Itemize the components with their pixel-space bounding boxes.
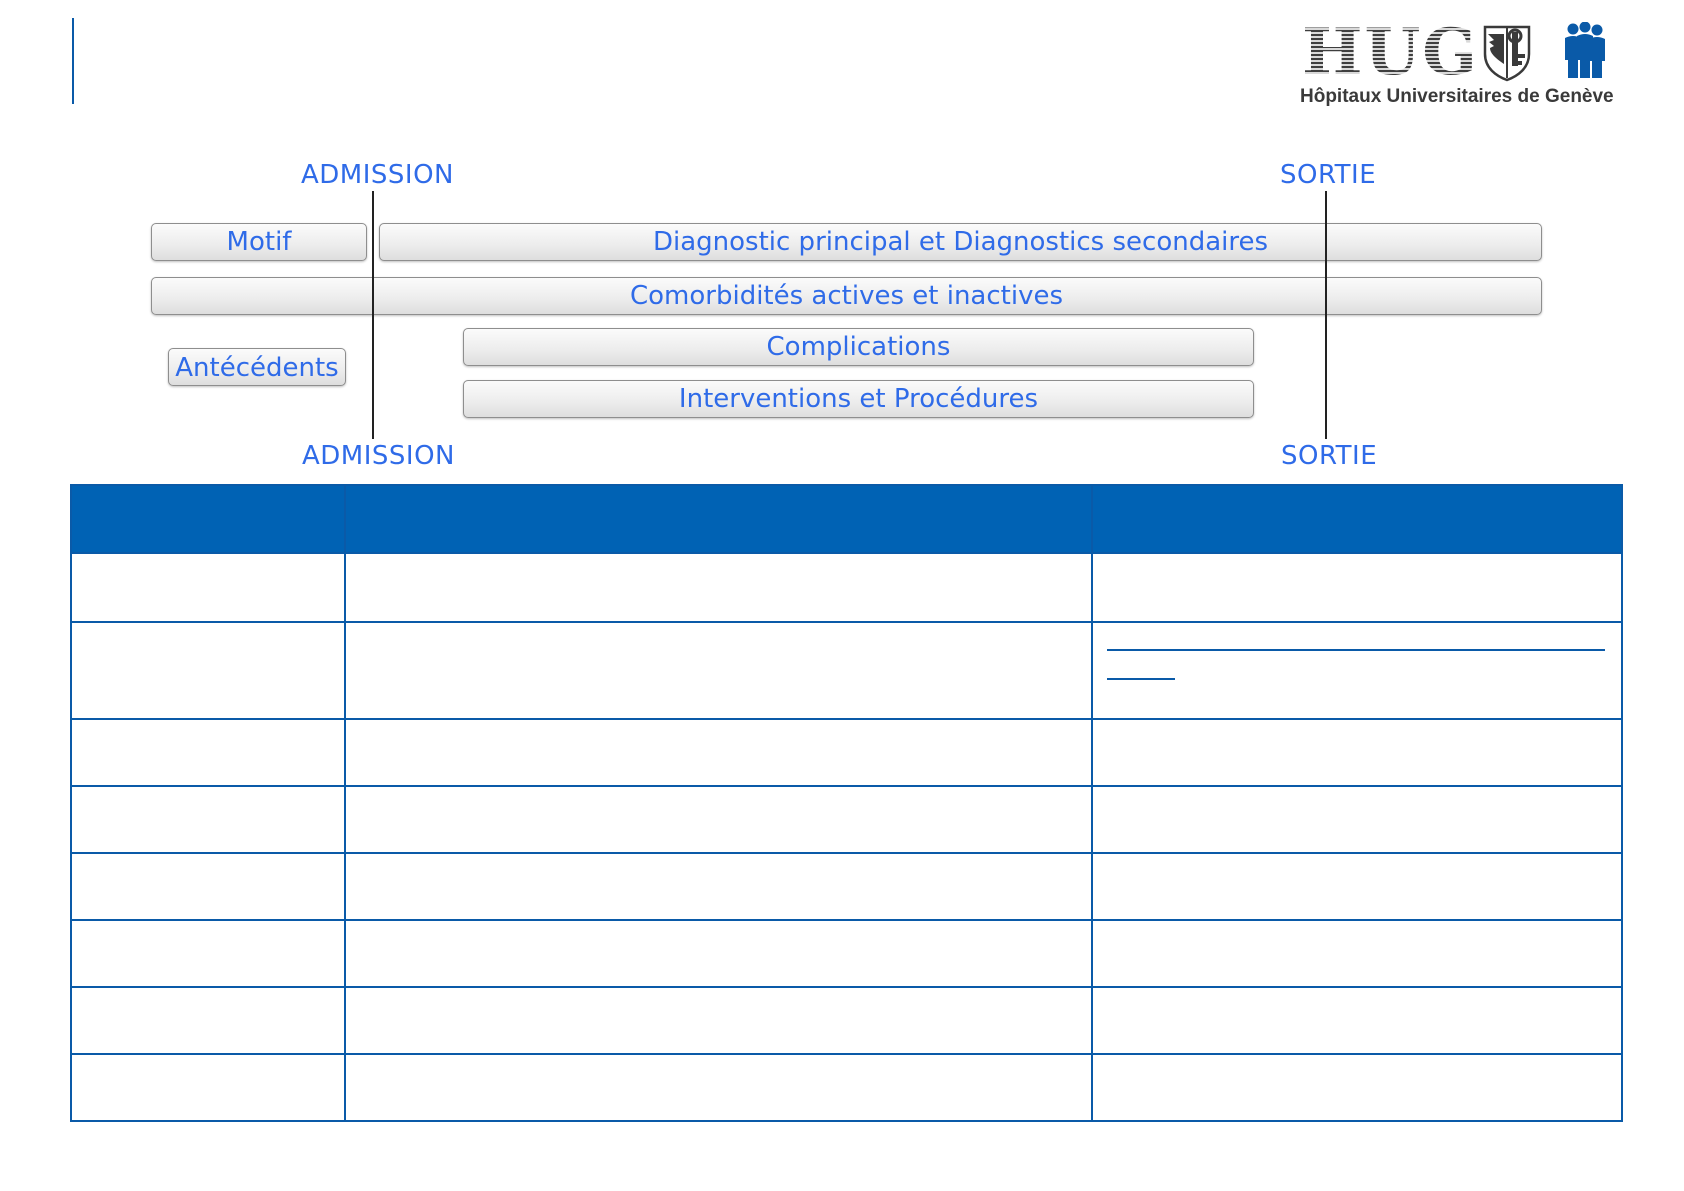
table-cell xyxy=(1092,786,1622,853)
table-cell xyxy=(71,920,345,987)
table-cell xyxy=(1092,719,1622,786)
left-accent-bar xyxy=(72,18,74,104)
table-header-row xyxy=(71,485,1622,553)
table-cell xyxy=(71,1054,345,1121)
interventions-box: Interventions et Procédures xyxy=(463,380,1254,418)
admission-label-bottom: ADMISSION xyxy=(302,441,455,471)
admission-line xyxy=(372,191,374,439)
table-row xyxy=(71,622,1622,719)
hug-logo xyxy=(1300,15,1620,110)
table-cell xyxy=(71,786,345,853)
table-row xyxy=(71,920,1622,987)
geneva-shield-icon xyxy=(1482,24,1532,82)
link-underline xyxy=(1107,649,1605,651)
motif-box: Motif xyxy=(151,223,367,261)
table-row xyxy=(71,853,1622,920)
underlined-link-placeholder[interactable] xyxy=(1107,623,1607,687)
table-cell xyxy=(345,786,1092,853)
table-row xyxy=(71,719,1622,786)
table-cell xyxy=(71,719,345,786)
complications-box: Complications xyxy=(463,328,1254,366)
sortie-label-top: SORTIE xyxy=(1280,160,1377,190)
diagnostic-box: Diagnostic principal et Diagnostics secondaires xyxy=(379,223,1542,261)
table-row xyxy=(71,553,1622,622)
logo-subtitle: Hôpitaux Universitaires de Genève xyxy=(1300,86,1614,107)
table-cell xyxy=(71,553,345,622)
table-cell xyxy=(345,853,1092,920)
table-cell xyxy=(1092,853,1622,920)
table-cell xyxy=(345,920,1092,987)
antecedents-box: Antécédents xyxy=(168,348,346,386)
admission-label-top: ADMISSION xyxy=(301,160,454,190)
header-cell-1 xyxy=(71,485,345,553)
table-cell xyxy=(345,553,1092,622)
comorbidites-box: Comorbidités actives et inactives xyxy=(151,277,1542,315)
table-row xyxy=(71,786,1622,853)
table-cell xyxy=(71,987,345,1054)
table-cell xyxy=(1092,920,1622,987)
table-cell xyxy=(1092,622,1622,719)
sortie-line xyxy=(1325,191,1327,439)
table-cell xyxy=(345,719,1092,786)
table-row xyxy=(71,1054,1622,1121)
table-cell xyxy=(1092,553,1622,622)
table-row xyxy=(71,987,1622,1054)
table-cell xyxy=(345,622,1092,719)
people-silhouette-icon xyxy=(1562,22,1608,80)
table-cell xyxy=(71,853,345,920)
table-cell xyxy=(71,622,345,719)
table-cell xyxy=(345,1054,1092,1121)
header-cell-3 xyxy=(1092,485,1622,553)
table-cell xyxy=(1092,987,1622,1054)
logo-wordmark: HUG xyxy=(1302,15,1479,90)
header-cell-2 xyxy=(345,485,1092,553)
data-table xyxy=(70,484,1623,1122)
table-cell xyxy=(1092,1054,1622,1121)
link-underline xyxy=(1107,678,1175,680)
table-cell xyxy=(345,987,1092,1054)
sortie-label-bottom: SORTIE xyxy=(1281,441,1378,471)
